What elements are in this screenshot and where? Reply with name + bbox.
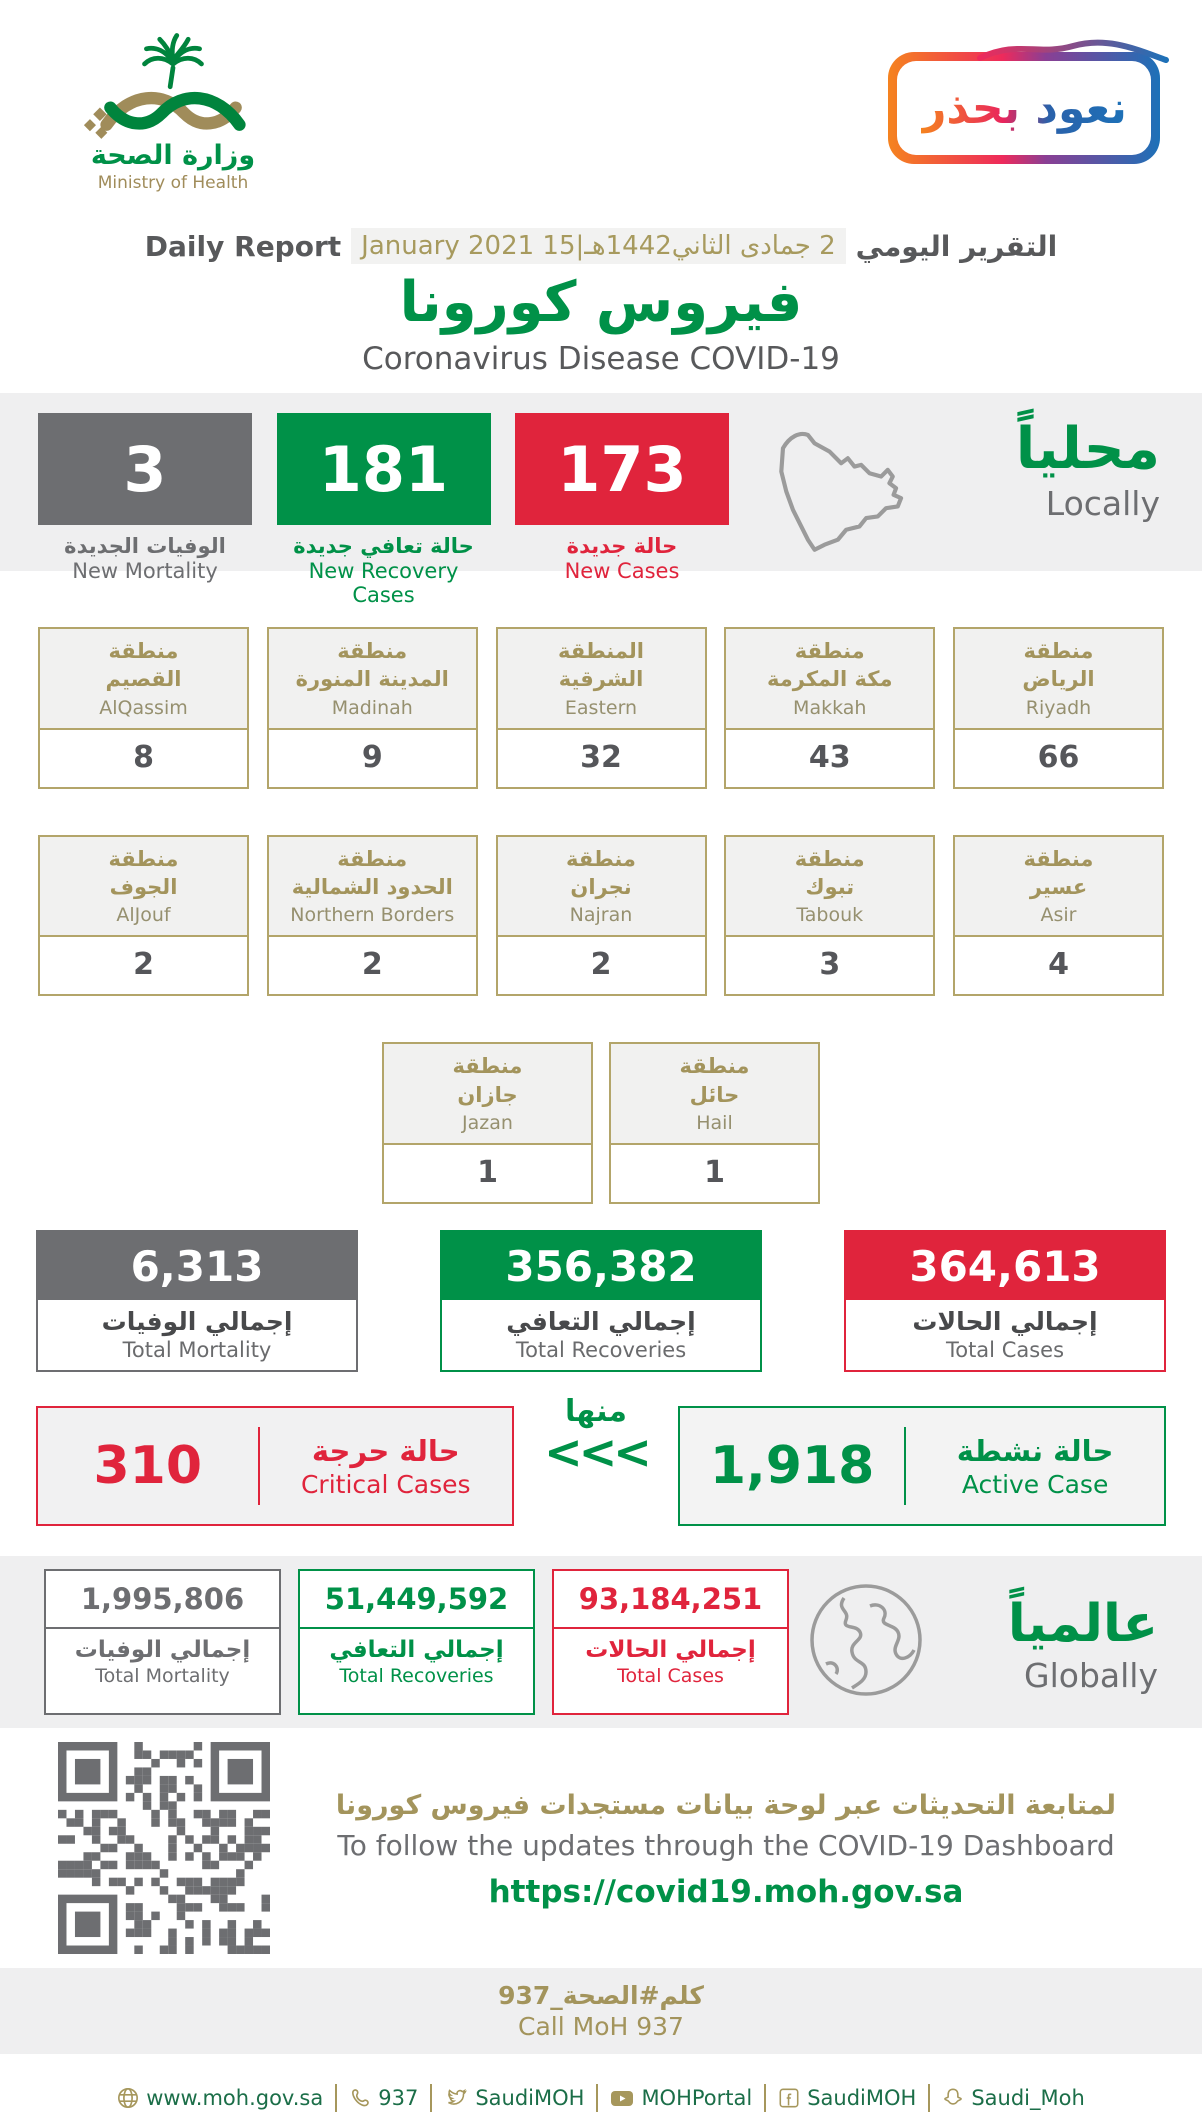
total-mortality-value: 6,313 (38, 1232, 356, 1300)
daily-report-label-en: Daily Report (144, 229, 342, 263)
total-cases-label-en: Total Cases (945, 1338, 1065, 1363)
region-value: 4 (1048, 947, 1069, 983)
locally-heading-en: Locally (1045, 484, 1160, 523)
footer-facebook-link[interactable] (766, 2086, 928, 2110)
locally-heading-ar: محلياً (1015, 416, 1160, 482)
region-prefix-ar: منطقة (794, 846, 865, 871)
region-card-riyadh (953, 627, 1164, 789)
locally-heading (964, 413, 1164, 571)
region-name-ar: مكة المكرمة (767, 667, 893, 692)
region-prefix-ar: منطقة (108, 846, 179, 871)
region-card-makkah (724, 627, 935, 789)
region-name-en: Najran (569, 904, 633, 927)
global-recoveries-value: 51,449,592 (300, 1571, 533, 1629)
region-name-ar: المدينة المنورة (295, 667, 449, 692)
region-value: 9 (361, 739, 383, 775)
global-mortality-card (44, 1569, 281, 1715)
new-recoveries-stat (277, 413, 491, 607)
saudi-arabia-map-icon (754, 415, 940, 571)
badge-swoosh-icon (978, 36, 1168, 70)
region-card-madinah (267, 627, 478, 789)
call-moh-label-en: Call MoH 937 (518, 2012, 684, 2042)
critical-cases-label-ar: حالة حرجة (311, 1433, 460, 1468)
footer-facebook-label: SaudiMOH (807, 2086, 917, 2111)
new-cases-value: 173 (515, 413, 729, 525)
region-name-ar: تبوك (805, 875, 855, 900)
region-row-3 (38, 1042, 1164, 1204)
footer-website-link[interactable] (105, 2086, 335, 2110)
call-moh-band (0, 1968, 1202, 2054)
region-prefix-ar: منطقة (108, 639, 179, 663)
dashboard-url-link[interactable]: https://covid19.moh.gov.sa (488, 1874, 964, 1911)
new-recoveries-label-ar: حالة تعافي جديدة (293, 534, 474, 558)
total-recoveries-value: 356,382 (442, 1232, 760, 1300)
region-value: 8 (133, 739, 154, 775)
global-mortality-label-en: Total Mortality (95, 1665, 230, 1688)
ministry-name-arabic: وزارة الصحة (90, 140, 256, 171)
footer-phone-label: 937 (378, 2086, 419, 2111)
chevrons-left-icon: <<< (544, 1425, 648, 1480)
region-value: 32 (580, 739, 622, 775)
total-cases-value: 364,613 (846, 1232, 1164, 1300)
region-prefix-ar: منطقة (566, 846, 636, 871)
report-date: 2 جمادى الثاني1442هـ|15 January 2021 (351, 228, 845, 264)
page-title-arabic: فيروس كورونا (399, 270, 803, 335)
active-breakdown-row (0, 1394, 1202, 1526)
region-prefix-ar: منطقة (337, 639, 408, 663)
region-card-alqassim (38, 627, 249, 789)
region-card-hail (609, 1042, 820, 1204)
region-prefix-ar: منطقة (337, 846, 408, 871)
new-cases-stat (515, 413, 729, 583)
footer-snapchat-link[interactable] (930, 2086, 1096, 2110)
region-name-ar: حائل (689, 1082, 740, 1107)
facebook-icon (778, 2087, 800, 2109)
dashboard-section (0, 1742, 1202, 1958)
globally-heading (943, 1590, 1158, 1695)
region-card-tabouk (724, 835, 935, 997)
critical-cases-box (36, 1406, 514, 1526)
region-name-en: Eastern (564, 696, 638, 719)
region-prefix-ar: المنطقة (557, 639, 645, 663)
total-cases-label-ar: إجمالي الحالات (912, 1307, 1098, 1337)
global-recoveries-label-en: Total Recoveries (339, 1665, 494, 1688)
region-name-en: Asir (1040, 904, 1077, 927)
region-name-en: Jazan (462, 1112, 513, 1135)
active-cases-label-en: Active Case (961, 1469, 1109, 1499)
footer-youtube-link[interactable] (598, 2086, 764, 2110)
region-prefix-ar: منطقة (1023, 639, 1094, 663)
region-value: 3 (819, 947, 841, 983)
region-value: 1 (477, 1155, 498, 1191)
footer-website-label: www.moh.gov.sa (146, 2086, 324, 2111)
new-mortality-value: 3 (38, 413, 252, 525)
globally-heading-ar: عالمياً (1007, 1593, 1158, 1654)
total-recoveries-card (440, 1230, 762, 1372)
new-cases-label-en: New Cases (564, 559, 680, 583)
dashboard-note-ar: لمتابعة التحديثات عبر لوحة بيانات مستجدات فيروس كورونا (335, 1790, 1117, 1822)
active-cases-box (678, 1406, 1166, 1526)
region-card-aljouf (38, 835, 249, 997)
active-cases-label-ar: حالة نشطة (956, 1433, 1114, 1468)
region-prefix-ar: منطقة (794, 639, 865, 663)
region-name-ar: القصيم (105, 667, 182, 692)
phone-icon (349, 2087, 371, 2109)
new-mortality-stat (38, 413, 252, 583)
region-prefix-ar: منطقة (679, 1054, 750, 1079)
region-card-jazan (382, 1042, 593, 1204)
badge-slogan: نعود بحذر (921, 82, 1127, 134)
region-value: 66 (1037, 739, 1080, 775)
region-name-en: Tabouk (796, 904, 864, 927)
youtube-icon (610, 2088, 634, 2108)
total-cases-card (844, 1230, 1166, 1372)
header (0, 0, 1202, 193)
critical-cases-label-en: Critical Cases (300, 1469, 471, 1499)
of-which-label-ar: منها (565, 1394, 627, 1430)
footer-phone-link[interactable] (337, 2086, 430, 2110)
globally-section (0, 1556, 1202, 1728)
footer-twitter-link[interactable] (432, 2086, 596, 2110)
global-recoveries-label-ar: إجمالي التعافي (329, 1637, 504, 1664)
total-recoveries-label-en: Total Recoveries (515, 1338, 687, 1363)
region-card-eastern (496, 627, 707, 789)
region-value: 43 (808, 739, 851, 775)
region-value: 2 (590, 947, 612, 983)
footer-twitter-label: SaudiMOH (475, 2086, 585, 2111)
region-name-en: AlQassim (99, 696, 188, 719)
report-date-row (0, 228, 1202, 264)
call-moh-label-ar: كلم#الصحة_937 (498, 1981, 704, 2011)
of-which-indicator (536, 1394, 656, 1480)
total-mortality-label-ar: إجمالي الوفيات (101, 1307, 293, 1337)
footer-youtube-label: MOHPortal (641, 2086, 753, 2111)
daily-report-label-ar: التقرير اليومي (855, 229, 1058, 263)
twitter-icon (444, 2087, 468, 2109)
critical-cases-value: 310 (93, 1436, 203, 1497)
global-mortality-value: 1,995,806 (46, 1571, 279, 1629)
global-cases-card (552, 1569, 789, 1715)
moh-logo-icon (58, 26, 288, 138)
new-cases-label-ar: حالة جديدة (566, 534, 678, 558)
new-mortality-label-en: New Mortality (72, 559, 218, 583)
global-mortality-label-ar: إجمالي الوفيات (74, 1637, 251, 1664)
globe-icon (117, 2087, 139, 2109)
qr-code (58, 1742, 270, 1958)
global-cases-label-en: Total Cases (617, 1665, 724, 1688)
region-name-ar: الحدود الشمالية (291, 875, 453, 900)
region-value: 1 (704, 1155, 725, 1191)
region-row-1 (38, 627, 1164, 789)
page-title-english: Coronavirus Disease COVID-19 (362, 341, 840, 377)
ministry-name-english: Ministry of Health (97, 173, 249, 193)
global-recoveries-card (298, 1569, 535, 1715)
region-prefix-ar: منطقة (452, 1054, 523, 1079)
region-name-en: Madinah (331, 696, 413, 719)
region-card-northern-borders (267, 835, 478, 997)
globally-heading-en: Globally (1024, 1655, 1158, 1695)
region-name-en: Makkah (793, 696, 867, 719)
moh-logo (58, 26, 288, 193)
regions-grid (0, 627, 1202, 1204)
footer-contact-bar (0, 2084, 1202, 2112)
new-mortality-label-ar: الوفيات الجديدة (64, 534, 226, 558)
active-cases-value: 1,918 (709, 1436, 875, 1497)
global-cases-label-ar: إجمالي الحالات (585, 1637, 756, 1664)
region-name-en: Riyadh (1025, 696, 1092, 719)
region-card-asir (953, 835, 1164, 997)
region-name-en: Hail (696, 1112, 733, 1135)
region-row-2 (38, 835, 1164, 997)
region-card-najran (496, 835, 707, 997)
total-recoveries-label-ar: إجمالي التعافي (506, 1307, 696, 1337)
region-name-ar: الجوف (109, 875, 178, 900)
locally-section (0, 393, 1202, 607)
region-name-en: Northern Borders (290, 904, 455, 927)
global-cases-value: 93,184,251 (554, 1571, 787, 1629)
region-name-ar: عسير (1029, 875, 1088, 900)
region-name-ar: الرياض (1022, 667, 1095, 692)
new-recoveries-value: 181 (277, 413, 491, 525)
snapchat-icon (942, 2087, 964, 2109)
region-value: 2 (361, 947, 383, 983)
return-with-caution-badge (888, 52, 1160, 164)
region-name-ar: الشرقية (558, 667, 644, 692)
region-name-ar: نجران (570, 875, 632, 900)
footer-snapchat-label: Saudi_Moh (971, 2086, 1085, 2111)
total-mortality-label-en: Total Mortality (122, 1338, 272, 1363)
region-name-ar: جازان (457, 1082, 518, 1107)
local-totals-row (0, 1230, 1202, 1372)
region-prefix-ar: منطقة (1023, 846, 1094, 871)
new-recoveries-label-en: New Recovery Cases (308, 559, 459, 607)
globe-icon (806, 1580, 926, 1704)
region-name-en: AlJouf (116, 904, 171, 927)
region-value: 2 (133, 947, 154, 983)
dashboard-note-en: To follow the updates through the COVID-19 Dashboard (337, 1829, 1115, 1863)
total-mortality-card (36, 1230, 358, 1372)
